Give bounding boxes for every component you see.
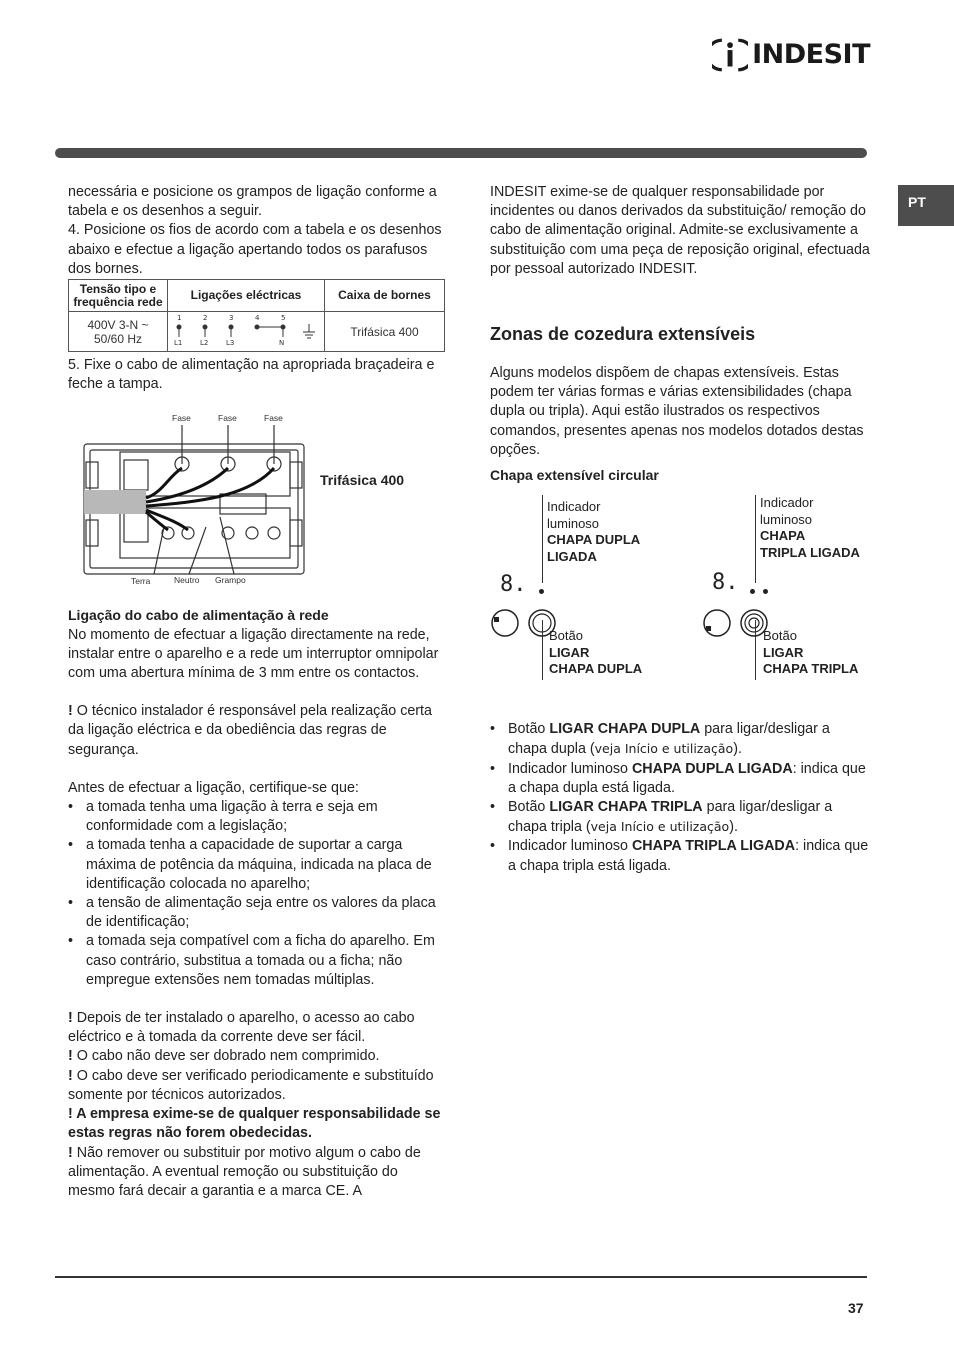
warning-access: ! Depois de ter instalado o aparelho, o acesso ao cabo eléctrico e à tomada da corrente deve ser fácil. (68, 1010, 415, 1046)
display-digit-left: 8. (500, 572, 527, 598)
table-header-voltage: Tensão tipo e frequência rede (69, 280, 168, 312)
terminal-1-label: 1 (177, 314, 182, 323)
button-double-label: Botão LIGAR CHAPA DUPLA (549, 628, 643, 677)
phase-l3-label: L3 (226, 339, 235, 348)
checklist-item: • a tomada tenha uma ligação à terra e seja em conformidade com a legislação; (68, 798, 446, 836)
phase-l1-label: L1 (174, 339, 183, 348)
list-item: • Botão LIGAR CHAPA TRIPLA para ligar/desligar a chapa tripla (veja Início e utilização). (490, 798, 870, 837)
label-fase-3: Fase (264, 413, 283, 424)
checklist-item: • a tensão de alimentação seja entre os valores da placa de identificação; (68, 894, 446, 932)
language-tab: PT (898, 185, 954, 226)
label-terra: Terra (131, 576, 151, 587)
power-button-icon (704, 610, 730, 636)
table-cell-wiring-diagram (168, 312, 325, 352)
list-item: • Botão LIGAR CHAPA DUPLA para ligar/desligar a chapa dupla (veja Início e utilização). (490, 720, 870, 759)
checklist-item: • a tomada tenha a capacidade de suportar a carga máxima de potência da máquina, indicada na placa de identificação colocada no aparelho; (68, 836, 446, 894)
indesit-logo-icon (712, 33, 748, 77)
paragraph-liability: INDESIT exime-se de qualquer responsabilidade por incidentes ou danos derivados da substituição/ remoção do cabo de alimentação original. Admite-se exclusivamente a substituição com uma peça de reposição original, efectuada por pessoal autorizado INDESIT. (490, 184, 870, 277)
page-number: 37 (848, 1300, 864, 1316)
indicator-double-label: Indicador luminoso CHAPA DUPLA LIGADA (547, 499, 641, 564)
indicator-triple-label: Indicador luminoso CHAPA TRIPLA LIGADA (760, 495, 860, 560)
figure-caption: Trifásica 400 (320, 472, 405, 489)
connection-table (68, 279, 445, 352)
section-heading: Zonas de cozedura extensíveis (490, 324, 756, 345)
indicator-dot-double (539, 589, 544, 594)
table-cell-voltage: 400V 3-N ~ 50/60 Hz (69, 312, 168, 352)
display-digit-right: 8. (712, 570, 739, 596)
table-cell-terminal-box: Trifásica 400 (325, 312, 445, 352)
phase-l2-label: L2 (200, 339, 209, 348)
table-header-connections: Ligações eléctricas (168, 280, 325, 312)
right-column (490, 183, 870, 876)
button-triple-label: Botão LIGAR CHAPA TRIPLA (763, 628, 859, 677)
cable-connection-heading: Ligação do cabo de alimentação à rede (68, 607, 329, 624)
paragraph-extensible: Alguns modelos dispõem de chapas extensíveis. Estas podem ter várias formas e várias extensibilidades (chapa dupla ou tripla). Aqui estão ilustrados os respectivos comandos, presentes apenas nos modelos dotados destas opções. (490, 365, 864, 458)
terminal-3-label: 3 (229, 314, 234, 323)
terminal-4-label: 4 (255, 314, 260, 323)
list-item: • Indicador luminoso CHAPA DUPLA LIGADA: indica que a chapa dupla está ligada. (490, 760, 870, 798)
controls-diagram (490, 485, 870, 710)
warning-bend: ! O cabo não deve ser dobrado nem comprimido. (68, 1048, 380, 1065)
indesit-logo (712, 32, 870, 78)
controls-list (490, 720, 870, 876)
header-rule (55, 148, 867, 158)
terminal-5-label: 5 (281, 314, 286, 323)
cable-connection-text: No momento de efectuar a ligação directamente na rede, instalar entre o aparelho e a rede um interruptor omnipolar com uma abertura mínima de 3 mm entre os contactos. (68, 626, 439, 682)
footer-rule (55, 1276, 867, 1278)
checklist (68, 798, 446, 990)
warning-technician: ! O técnico instalador é responsável pela realização certa da ligação eléctrica e da obediência das regras de segurança. (68, 703, 432, 758)
wiring-diagram (171, 312, 321, 348)
warning-liability: ! A empresa exime-se de qualquer responsabilidade se estas regras não forem obedecidas. (68, 1106, 441, 1142)
checklist-intro: Antes de efectuar a ligação, certifique-se que: (68, 779, 359, 796)
indicator-dot-triple-1 (750, 589, 755, 594)
table-header-terminal-box: Caixa de bornes (325, 280, 445, 312)
warning-check: ! O cabo deve ser verificado periodicamente e substituído somente por técnicos autorizados. (68, 1067, 434, 1103)
label-neutro: Neutro (174, 575, 200, 586)
power-button-icon (492, 610, 518, 636)
left-column (68, 183, 446, 1201)
paragraph-step-4: 4. Posicione os fios de acordo com a tabela e os desenhos abaixo e efectue a ligação apertando todos os parafusos dos bornes. (68, 222, 442, 277)
terminal-block-figure (68, 402, 446, 602)
label-grampo: Grampo (215, 575, 246, 586)
warning-cable-removal: ! Não remover ou substituir por motivo algum o cabo de alimentação. A eventual remoção ou substituição do mesmo fará decair a garantia e a marca CE. A (68, 1144, 421, 1199)
subheading-circular: Chapa extensível circular (490, 467, 659, 484)
checklist-item: • a tomada seja compatível com a ficha do aparelho. Em caso contrário, substitua a tomada ou a ficha; não empregue extensões nem tomadas múltiplas. (68, 932, 446, 990)
terminal-2-label: 2 (203, 314, 208, 323)
terminal-block-drawing (68, 402, 446, 602)
brand-name: INDESIT (752, 39, 870, 71)
control-buttons-right (702, 605, 772, 641)
indicator-dot-triple-2 (763, 589, 768, 594)
list-item: • Indicador luminoso CHAPA TRIPLA LIGADA: indica que a chapa tripla está ligada. (490, 837, 870, 875)
neutral-label: N (279, 339, 285, 348)
paragraph-clamps: necessária e posicione os grampos de ligação conforme a tabela e os desenhos a seguir. (68, 184, 437, 220)
label-fase-1: Fase (172, 413, 191, 424)
paragraph-step-5: 5. Fixe o cabo de alimentação na apropriada braçadeira e feche a tampa. (68, 357, 435, 393)
label-fase-2: Fase (218, 413, 237, 424)
